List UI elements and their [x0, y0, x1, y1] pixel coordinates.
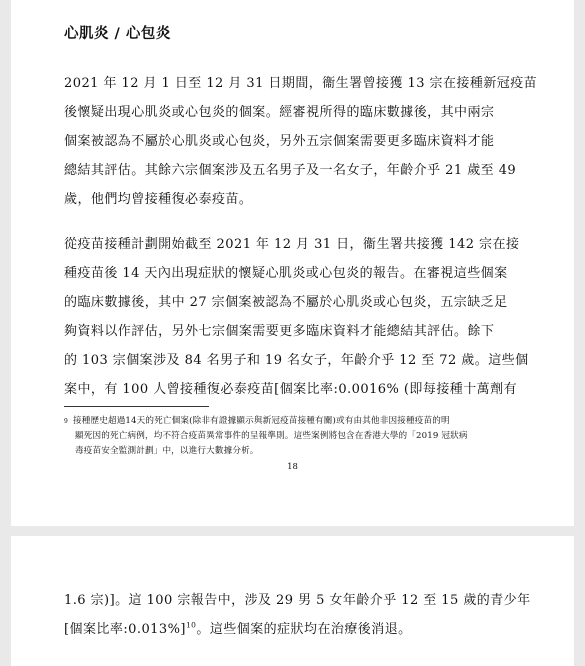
paragraph-line: 的臨床數據後，其中 27 宗個案被認為不屬於心肌炎或心包炎，五宗缺乏足 — [64, 295, 508, 310]
paragraph-line-text: 。這些個案的症狀均在治療後消退。 — [196, 622, 412, 637]
case-ratio-text: [個案比率:0.013%] — [64, 622, 186, 637]
footnote-divider — [64, 406, 209, 407]
paragraph-adolescent-cases — [64, 586, 534, 644]
paragraph-line: 個案被認為不屬於心肌炎或心包炎，另外五宗個案需要更多臨床資料才能 — [64, 134, 495, 149]
document-page-1 — [11, 0, 574, 526]
footnote — [64, 414, 534, 459]
document-page-2 — [11, 536, 574, 666]
paragraph-line: 從疫苗接種計劃開始截至 2021 年 12 月 31 日，衞生署共接獲 142 宗在接 — [64, 237, 520, 252]
paragraph-line: 1.6 宗)]。這 100 宗報告中，涉及 29 男 5 女年齡介乎 12 至 15 歲的青少年 — [64, 593, 531, 608]
footnote-line: 毒疫苗安全監測計劃」中，以進行大數據分析。 — [75, 446, 259, 456]
paragraph-line: 的 103 宗個案涉及 84 名男子和 19 名女子，年齡介乎 12 至 72 歲。這些個 — [64, 353, 529, 368]
footnote-line: 接種歷史超過14天的死亡個案(除非有證據顯示與新冠疫苗接種有關)或有由其他非因接種疫苗的明 — [72, 416, 450, 426]
page-number: 18 — [287, 462, 298, 472]
paragraph-line — [64, 615, 534, 644]
paragraph-line: 種疫苗後 14 天內出現症狀的懷疑心肌炎或心包炎的報告。在審視這些個案 — [64, 266, 508, 281]
footnote-line: 顯死因的死亡病例，均不符合疫苗異常事件的呈報準則。這些案例將包含在香港大學的「2019 冠狀病 — [75, 431, 468, 441]
paragraph-myocarditis-december — [64, 69, 538, 214]
section-heading: 心肌炎 / 心包炎 — [64, 26, 171, 42]
footnote-marker: 9 — [64, 418, 68, 425]
paragraph-line: 2021 年 12 月 1 日至 12 月 31 日期間，衞生署曾接獲 13 宗在接種新冠疫苗 — [64, 76, 538, 91]
paragraph-line: 總結其評估。其餘六宗個案涉及五名男子及一名女子，年齡介乎 21 歲至 49 — [64, 163, 517, 178]
paragraph-line: 後懷疑出現心肌炎或心包炎的個案。經審視所得的臨床數據後，其中兩宗 — [64, 105, 495, 120]
footnote-reference: 10 — [185, 620, 197, 630]
paragraph-line: 歲，他們均曾接種復必泰疫苗。 — [64, 192, 253, 207]
paragraph-line: 案中，有 100 人曾接種復必泰疫苗[個案比率:0.0016% (即每接種十萬劑有 — [64, 382, 518, 397]
paragraph-myocarditis-cumulative — [64, 230, 534, 404]
paragraph-line: 夠資料以作評估，另外七宗個案需要更多臨床資料才能總結其評估。餘下 — [64, 324, 495, 339]
